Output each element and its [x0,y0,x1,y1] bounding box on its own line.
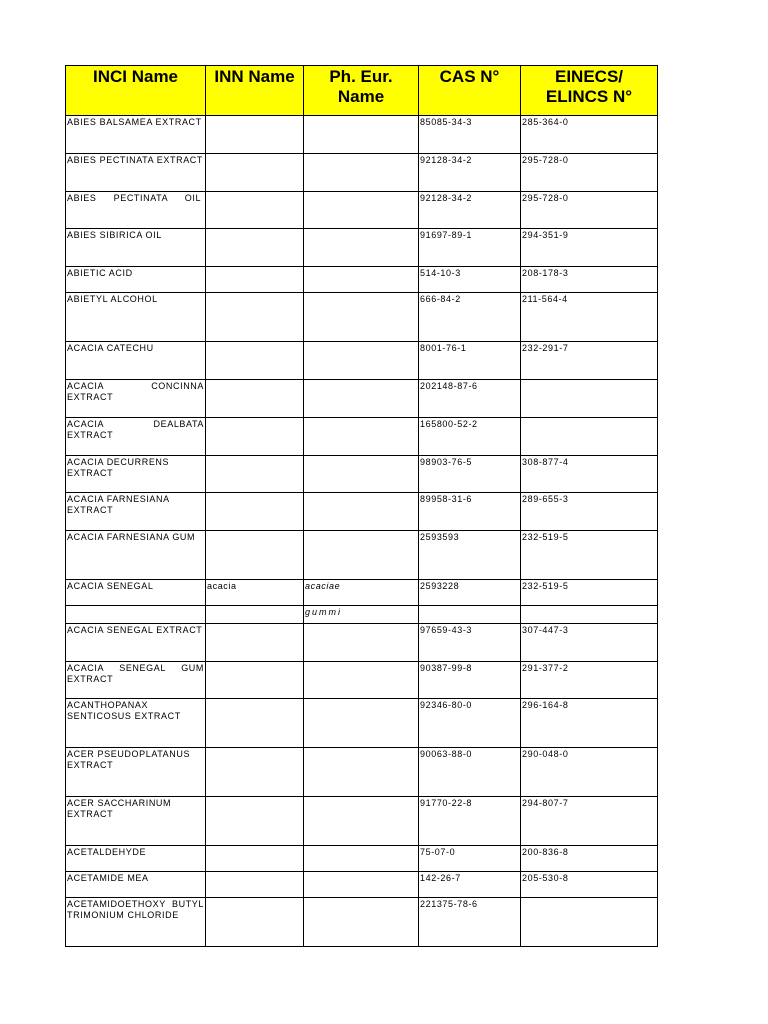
header-ph-eur-name: Ph. Eur. Name [304,66,419,116]
table-row [66,624,658,662]
cas-number-cell: 221375-78-6 [419,898,521,947]
table-row [66,380,658,418]
cas-number-cell: 92128-34-2 [419,192,521,229]
einecs-number-cell: 290-048-0 [521,748,658,797]
cas-number-cell: 98903-76-5 [419,456,521,493]
table-row [66,154,658,192]
table-row [66,748,658,797]
inci-name-cell: ABIETIC ACID [66,267,206,293]
ph-eur-name-cell [304,531,419,580]
ph-eur-name-cell [304,380,419,418]
table-row [66,293,658,342]
einecs-number-cell [521,606,658,624]
ph-eur-name-cell [304,267,419,293]
ph-eur-name-cell [304,846,419,872]
cas-number-cell: 202148-87-6 [419,380,521,418]
table-row [66,531,658,580]
einecs-number-cell [521,898,658,947]
inn-name-cell [206,624,304,662]
inn-name-cell [206,293,304,342]
header-row [66,66,658,116]
ph-eur-name-cell [304,418,419,456]
inn-name-cell [206,606,304,624]
cas-number-cell: 165800-52-2 [419,418,521,456]
ph-eur-name-cell [304,898,419,947]
cas-number-cell: 75-07-0 [419,846,521,872]
einecs-number-cell: 291-377-2 [521,662,658,699]
table-row [66,846,658,872]
inn-name-cell [206,418,304,456]
table-row [66,342,658,380]
ph-eur-name-cell [304,116,419,154]
inci-name-cell: ACACIA FARNESIANA EXTRACT [66,493,206,531]
inn-name-cell [206,342,304,380]
ph-eur-name-cell: gummi [304,606,419,624]
inci-name-cell: ACACIA SENEGAL GUM EXTRACT [66,662,206,699]
inn-name-cell [206,797,304,846]
cas-number-cell: 91770-22-8 [419,797,521,846]
einecs-number-cell: 205-530-8 [521,872,658,898]
inn-name-cell [206,846,304,872]
table-row [66,493,658,531]
inn-name-cell [206,154,304,192]
inci-name-cell: ABIETYL ALCOHOL [66,293,206,342]
inn-name-cell [206,229,304,267]
ph-eur-name-cell [304,699,419,748]
inci-name-cell: ACETALDEHYDE [66,846,206,872]
table-row [66,699,658,748]
table-row [66,797,658,846]
einecs-number-cell: 285-364-0 [521,116,658,154]
inn-name-cell [206,898,304,947]
ph-eur-name-cell [304,624,419,662]
cas-number-cell: 91697-89-1 [419,229,521,267]
ph-eur-name-cell [304,797,419,846]
cas-number-cell: 514-10-3 [419,267,521,293]
inci-name-cell [66,606,206,624]
einecs-number-cell: 295-728-0 [521,154,658,192]
table-row [66,418,658,456]
header-inn-name: INN Name [206,66,304,116]
header-inci-name: INCI Name [66,66,206,116]
table-row [66,662,658,699]
einecs-number-cell: 295-728-0 [521,192,658,229]
cas-number-cell: 2593228 [419,580,521,606]
inn-name-cell [206,748,304,797]
cas-number-cell: 8001-76-1 [419,342,521,380]
inn-name-cell [206,267,304,293]
inn-name-cell [206,456,304,493]
table-row [66,229,658,267]
einecs-number-cell: 232-291-7 [521,342,658,380]
inci-name-cell: ACANTHOPANAX SENTICOSUS EXTRACT [66,699,206,748]
cas-number-cell: 85085-34-3 [419,116,521,154]
einecs-number-cell: 294-807-7 [521,797,658,846]
einecs-number-cell: 232-519-5 [521,580,658,606]
inn-name-cell [206,872,304,898]
cas-number-cell: 92128-34-2 [419,154,521,192]
einecs-number-cell: 211-564-4 [521,293,658,342]
inn-name-cell [206,116,304,154]
inci-name-cell: ACER SACCHARINUM EXTRACT [66,797,206,846]
ph-eur-name-cell [304,493,419,531]
table-row [66,456,658,493]
einecs-number-cell: 296-164-8 [521,699,658,748]
einecs-number-cell [521,380,658,418]
ph-eur-name-cell [304,456,419,493]
inci-name-cell: ACACIA DEALBATA EXTRACT [66,418,206,456]
inci-name-cell: ABIES SIBIRICA OIL [66,229,206,267]
table-row [66,267,658,293]
table-row [66,580,658,606]
cas-number-cell: 2593593 [419,531,521,580]
cas-number-cell: 666-84-2 [419,293,521,342]
ph-eur-name-cell [304,872,419,898]
cas-number-cell: 92346-80-0 [419,699,521,748]
ph-eur-name-cell [304,229,419,267]
header-cas-number: CAS N° [419,66,521,116]
table-row [66,116,658,154]
inci-name-cell: ACACIA SENEGAL [66,580,206,606]
ph-eur-name-cell [304,342,419,380]
cas-number-cell: 97659-43-3 [419,624,521,662]
einecs-number-cell: 232-519-5 [521,531,658,580]
header-einecs-number: EINECS/ ELINCS N° [521,66,658,116]
inci-name-cell: ACACIA FARNESIANA GUM [66,531,206,580]
einecs-number-cell: 208-178-3 [521,267,658,293]
table-row [66,872,658,898]
inci-name-cell: ACER PSEUDOPLATANUS EXTRACT [66,748,206,797]
inci-name-cell: ACACIA CATECHU [66,342,206,380]
inn-name-cell [206,493,304,531]
cas-number-cell: 89958-31-6 [419,493,521,531]
inci-table [65,65,658,947]
einecs-number-cell: 308-877-4 [521,456,658,493]
ph-eur-name-cell [304,662,419,699]
inn-name-cell [206,662,304,699]
inci-name-cell: ACACIA CONCINNA EXTRACT [66,380,206,418]
inci-name-cell: ACETAMIDE MEA [66,872,206,898]
inn-name-cell: acacia [206,580,304,606]
einecs-number-cell: 307-447-3 [521,624,658,662]
einecs-number-cell: 200-836-8 [521,846,658,872]
inn-name-cell [206,192,304,229]
table-row [66,192,658,229]
cas-number-cell: 90063-88-0 [419,748,521,797]
inn-name-cell [206,531,304,580]
einecs-number-cell: 294-351-9 [521,229,658,267]
table-row [66,898,658,947]
inci-name-cell: ABIES PECTINATA EXTRACT [66,154,206,192]
inci-name-cell: ABIES BALSAMEA EXTRACT [66,116,206,154]
inci-name-cell: ACETAMIDOETHOXY BUTYL TRIMONIUM CHLORIDE [66,898,206,947]
cas-number-cell: 90387-99-8 [419,662,521,699]
ph-eur-name-cell [304,154,419,192]
inci-name-cell: ACACIA DECURRENS EXTRACT [66,456,206,493]
inci-name-cell: ACACIA SENEGAL EXTRACT [66,624,206,662]
ph-eur-name-cell [304,192,419,229]
table-row [66,606,658,624]
inn-name-cell [206,699,304,748]
ph-eur-name-cell [304,293,419,342]
cas-number-cell: 142-26-7 [419,872,521,898]
inci-name-cell: ABIES PECTINATA OIL [66,192,206,229]
cas-number-cell [419,606,521,624]
ph-eur-name-cell [304,748,419,797]
einecs-number-cell: 289-655-3 [521,493,658,531]
ph-eur-name-cell: acaciae [304,580,419,606]
einecs-number-cell [521,418,658,456]
inn-name-cell [206,380,304,418]
